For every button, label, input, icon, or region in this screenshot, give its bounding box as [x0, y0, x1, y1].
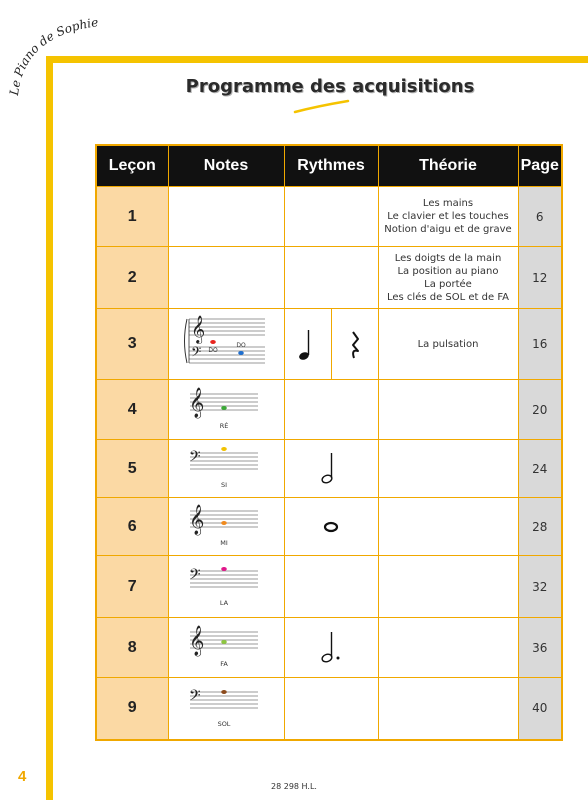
bass-clef-icon: 𝄢	[189, 447, 201, 469]
page-reference: 28	[518, 498, 562, 556]
book-logo	[4, 4, 114, 104]
treble-clef-icon: 𝄞	[191, 315, 206, 343]
header-rythmes: Rythmes	[284, 145, 378, 187]
note-label: DO	[208, 347, 218, 354]
theory-cell	[378, 380, 518, 440]
treble-clef-icon: 𝄞	[189, 387, 205, 418]
header-notes: Notes	[168, 145, 284, 187]
lesson-number: 8	[96, 618, 168, 678]
lesson-number: 2	[96, 247, 168, 309]
staff-notation	[186, 384, 266, 432]
bass-clef-icon: 𝄢	[189, 687, 201, 709]
page-number: 4	[18, 768, 27, 785]
table-row	[96, 187, 562, 247]
note-label: SOL	[217, 720, 231, 729]
theory-item: Les clés de SOL et de FA	[386, 291, 509, 303]
rhythms-cell	[284, 380, 378, 440]
page-reference: 32	[518, 556, 562, 618]
quarter-note-icon	[296, 324, 320, 364]
header-page: Page	[518, 145, 562, 187]
catalog-number: 28 298 H.L.	[271, 782, 317, 791]
note-head	[221, 640, 227, 644]
note-label: LA	[219, 598, 229, 607]
quarter-rest-icon	[343, 324, 367, 364]
rhythms-cell	[284, 556, 378, 618]
lesson-number: 9	[96, 678, 168, 740]
note-head	[221, 406, 227, 410]
bass-clef-icon: 𝄢	[189, 565, 201, 587]
theory-item: La pulsation	[417, 338, 479, 350]
lesson-number: 7	[96, 556, 168, 618]
theory-item: La position au piano	[397, 265, 499, 277]
theory-cell	[378, 678, 518, 740]
theory-item: Les mains	[422, 198, 474, 209]
header-lecon: Leçon	[96, 145, 168, 187]
note-head	[221, 447, 227, 451]
note-head	[221, 690, 227, 694]
notes-cell	[168, 380, 284, 440]
lesson-number: 1	[96, 187, 168, 247]
table-row	[96, 380, 562, 440]
table-header-row	[96, 145, 562, 187]
rhythms-cell	[284, 678, 378, 740]
notes-cell	[168, 678, 284, 740]
grand-staff-notation	[181, 311, 271, 373]
staff-notation	[186, 682, 266, 730]
note-label: RÉ	[219, 421, 229, 430]
theory-cell	[378, 618, 518, 678]
title-swoosh	[293, 98, 353, 118]
header-theorie: Théorie	[378, 145, 518, 187]
notes-cell	[168, 618, 284, 678]
table-row	[96, 498, 562, 556]
rhythms-cell	[284, 309, 378, 380]
theory-cell	[378, 187, 518, 247]
program-table	[95, 144, 563, 741]
bass-clef-icon: 𝄢	[191, 344, 202, 363]
notes-cell	[168, 309, 284, 380]
page-title: Programme des acquisitions	[185, 76, 475, 97]
table-row	[96, 440, 562, 498]
treble-clef-icon: 𝄞	[189, 625, 205, 656]
rhythms-cell	[284, 498, 378, 556]
notes-cell	[168, 247, 284, 309]
theory-cell	[378, 247, 518, 309]
whole-note-icon	[319, 505, 343, 545]
page-reference: 24	[518, 440, 562, 498]
lesson-number: 3	[96, 309, 168, 380]
theory-cell	[378, 498, 518, 556]
page-reference: 40	[518, 678, 562, 740]
notes-cell	[168, 187, 284, 247]
lesson-number: 4	[96, 380, 168, 440]
staff-notation	[186, 622, 266, 670]
table-row	[96, 247, 562, 309]
rhythms-cell	[284, 618, 378, 678]
note-head	[210, 340, 216, 344]
rhythms-cell	[284, 187, 378, 247]
page-reference: 12	[518, 247, 562, 309]
notes-cell	[168, 440, 284, 498]
lesson-number: 5	[96, 440, 168, 498]
page-frame-top	[46, 56, 588, 63]
treble-clef-icon: 𝄞	[189, 504, 205, 535]
rhythms-cell	[284, 247, 378, 309]
note-head	[221, 567, 227, 571]
table-row	[96, 678, 562, 740]
note-head	[221, 521, 227, 525]
notes-cell	[168, 498, 284, 556]
notes-cell	[168, 556, 284, 618]
page-reference: 16	[518, 309, 562, 380]
staff-notation	[186, 443, 266, 491]
page-frame-left	[46, 56, 53, 800]
note-head	[238, 351, 244, 355]
note-label: DO	[236, 342, 246, 349]
page-reference: 6	[518, 187, 562, 247]
page-reference: 36	[518, 618, 562, 678]
staff-notation	[186, 501, 266, 549]
lesson-number: 6	[96, 498, 168, 556]
theory-item: La portée	[424, 278, 472, 290]
theory-item: Notion d'aigu et de grave	[384, 224, 512, 235]
theory-item: Les doigts de la main	[394, 252, 502, 264]
note-label: MI	[220, 538, 228, 547]
half-note-icon	[319, 447, 343, 487]
table-row	[96, 618, 562, 678]
note-label: FA	[220, 659, 228, 668]
theory-item: Le clavier et les touches	[387, 211, 509, 222]
note-label: SI	[220, 480, 228, 489]
theory-cell	[378, 309, 518, 380]
table-row	[96, 309, 562, 380]
logo-text: Le Piano de Sophie	[7, 15, 100, 97]
dotted-half-note-icon	[319, 626, 343, 666]
theory-cell	[378, 440, 518, 498]
rhythms-cell	[284, 440, 378, 498]
page-reference: 20	[518, 380, 562, 440]
staff-notation	[186, 561, 266, 609]
table-row	[96, 556, 562, 618]
theory-cell	[378, 556, 518, 618]
